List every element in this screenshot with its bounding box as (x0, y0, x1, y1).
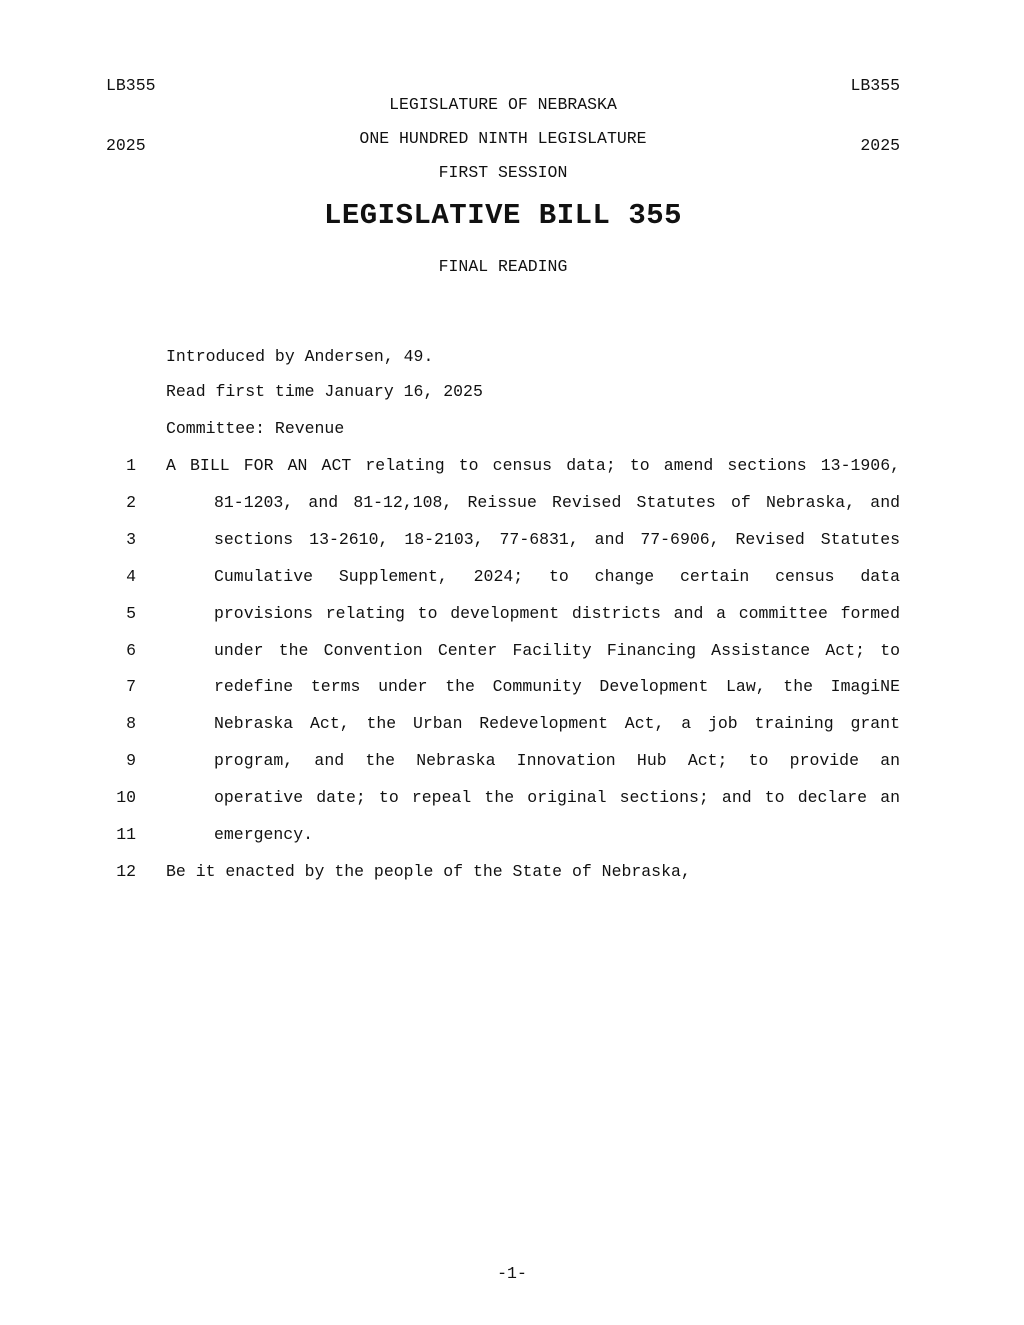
line-number: 11 (116, 825, 136, 844)
page-number: -1- (497, 1264, 527, 1283)
line-text: program, and the Nebraska Innovation Hub Act; to provide an (214, 751, 900, 770)
bill-title: LEGISLATIVE BILL 355 (323, 199, 683, 232)
line-number: 7 (126, 677, 136, 696)
line-text: provisions relating to development districts and a committee formed (214, 604, 900, 623)
line-text: emergency. (214, 825, 314, 844)
line-number: 6 (126, 641, 136, 660)
line-text: Nebraska Act, the Urban Redevelopment Act, a job training grant (214, 714, 900, 733)
line-text: under the Convention Center Facility Financing Assistance Act; to (214, 641, 900, 660)
introduced-by: Introduced by Andersen, 49. (166, 347, 434, 366)
line-number: 2 (126, 493, 136, 512)
committee: Committee: Revenue (166, 419, 345, 438)
line-number: 3 (126, 530, 136, 549)
line-number: 1 (126, 456, 136, 475)
line-number: 4 (126, 567, 136, 586)
bill-id-right: LB355 (850, 76, 900, 95)
year-right: 2025 (860, 136, 900, 155)
line-text: Be it enacted by the people of the State of Nebraska, (166, 862, 691, 881)
session-name: ONE HUNDRED NINTH LEGISLATURE (359, 129, 647, 148)
line-text: redefine terms under the Community Development Law, the ImagiNE (214, 677, 900, 696)
legislature-name: LEGISLATURE OF NEBRASKA (389, 95, 617, 114)
line-number: 10 (116, 788, 136, 807)
line-number: 8 (126, 714, 136, 733)
line-number: 9 (126, 751, 136, 770)
reading-stage: FINAL READING (438, 257, 568, 276)
line-number: 5 (126, 604, 136, 623)
line-text: operative date; to repeal the original sections; and to declare an (214, 788, 900, 807)
bill-id-left: LB355 (106, 76, 156, 95)
line-text: Cumulative Supplement, 2024; to change certain census data (214, 567, 900, 586)
read-first-time: Read first time January 16, 2025 (166, 382, 483, 401)
line-text: sections 13-2610, 18-2103, 77-6831, and 77-6906, Revised Statutes (214, 530, 900, 549)
line-text: 81-1203, and 81-12,108, Reissue Revised Statutes of Nebraska, and (214, 493, 900, 512)
line-number: 12 (116, 862, 136, 881)
line-text: A BILL FOR AN ACT relating to census data; to amend sections 13-1906, (166, 456, 900, 475)
year-left: 2025 (106, 136, 146, 155)
session-label: FIRST SESSION (438, 163, 568, 182)
